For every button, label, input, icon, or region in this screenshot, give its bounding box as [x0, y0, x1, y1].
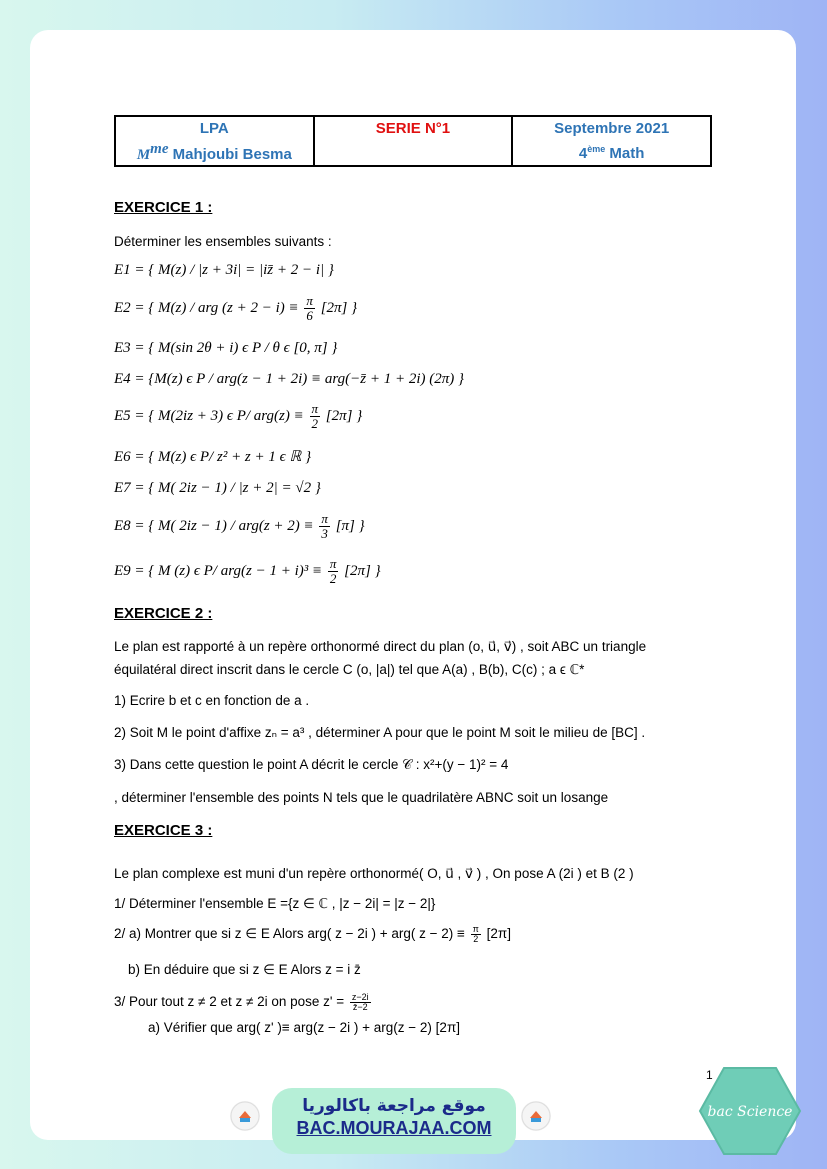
level: 4ème Math [578, 144, 645, 162]
left-logo-icon [230, 1101, 260, 1131]
date: Septembre 2021 [554, 120, 670, 137]
exercise-3-question-2a: 2/ a) Montrer que si z ∈ E Alors arg( z − 2i ) + arg( z − 2) ≡ $\frac{\pi}{2}$ [2π] [114, 924, 511, 944]
page-number: 1 [706, 1068, 713, 1082]
exercise-1-title: EXERCICE 1 : [114, 199, 213, 216]
set-e6: E6 = { M(z) ϵ P/ z² + z + 1 ϵ ℝ } [114, 449, 312, 465]
header-left-cell [115, 116, 314, 166]
set-e9: E9 = { M (z) ϵ P/ arg(z − 1 + i)³ ≡ $\frac{\pi}{2}$ [2π] } [114, 556, 381, 586]
svg-text:bac Science: bac Science [707, 1104, 793, 1120]
site-name-arabic: موقع مراجعة باكالوريا [302, 1096, 486, 1116]
exercise-3-question-3: 3/ Pour tout z ≠ 2 et z ≠ 2i on pose z' = $\frac{z-2i}{z̄-2}$ [114, 992, 369, 1012]
exercise-2-question-2: 2) Soit M le point d'affixe zₙ = a³ , déterminer A pour que le point M soit le milieu de [BC] . [114, 725, 646, 740]
exercise-1-intro: Déterminer les ensembles suivants : [114, 234, 332, 249]
set-e8: E8 = { M( 2iz − 1) / arg(z + 2) ≡ $\frac{\pi}{3}$ [π] } [114, 511, 365, 541]
set-e3: E3 = { M(sin 2θ + i) ϵ P / θ ϵ [0, π] } [114, 340, 338, 356]
exercise-2-question-1: 1) Ecrire b et c en fonction de a . [114, 693, 310, 708]
site-url-link[interactable]: BAC.MOURAJAA.COM [296, 1118, 492, 1138]
exercise-2-title: EXERCICE 2 : [114, 605, 213, 622]
exercise-3-question-2b: b) En déduire que si z ∈ E Alors z = i z̄ [128, 962, 361, 977]
exercise-2-paragraph-2: équilatéral direct inscrit dans le cercle C (o, |a|) tel que A(a) , B(b), C(c) ; a ϵ ℂ* [114, 662, 585, 677]
site-banner[interactable] [272, 1088, 516, 1154]
exercise-2-question-3-continued: , déterminer l'ensemble des points N tels que le quadrilatère ABNC soit un losange [114, 790, 609, 805]
exercise-3-paragraph: Le plan complexe est muni d'un repère orthonormé( O, u⃗ , v⃗ ) , On pose A (2i ) et B (2 ) [114, 866, 634, 881]
bac-science-badge [698, 1066, 802, 1156]
serie-cell: SERIE N°1 [314, 116, 513, 166]
exercise-2-paragraph-1: Le plan est rapporté à un repère orthonormé direct du plan (o, u⃗, v⃗) , soit ABC un triangle [114, 639, 647, 654]
school-name: LPA [199, 120, 229, 137]
set-e7: E7 = { M( 2iz − 1) / |z + 2| = √2 } [114, 480, 321, 496]
header-table [114, 115, 712, 167]
set-e4: E4 = {M(z) ϵ P / arg(z − 1 + 2i) ≡ arg(−z̄ + 1 + 2i) (2π) } [114, 371, 464, 387]
exercise-3-title: EXERCICE 3 : [114, 822, 213, 839]
right-logo-icon [521, 1101, 551, 1131]
set-e2: E2 = { M(z) / arg (z + 2 − i) ≡ $\frac{\pi}{6}$ [2π] } [114, 293, 358, 323]
header-right-cell [512, 116, 711, 166]
set-e1: E1 = { M(z) / |z + 3i| = |iz̄ + 2 − i| } [114, 262, 334, 278]
exercise-3-question-1: 1/ Déterminer l'ensemble E ={z ∈ ℂ , |z − 2i| = |z − 2|} [114, 896, 436, 911]
exercise-2-question-3: 3) Dans cette question le point A décrit le cercle 𝒞 : x²+(y − 1)² = 4 [114, 757, 509, 772]
set-e5: E5 = { M(2iz + 3) ϵ P/ arg(z) ≡ $\frac{\pi}{2}$ [2π] } [114, 401, 363, 431]
teacher-name: Mme Mahjoubi Besma [136, 141, 292, 163]
exercise-3-question-3a: a) Vérifier que arg( z' )≡ arg(z − 2i ) + arg(z − 2) [2π] [148, 1020, 461, 1035]
